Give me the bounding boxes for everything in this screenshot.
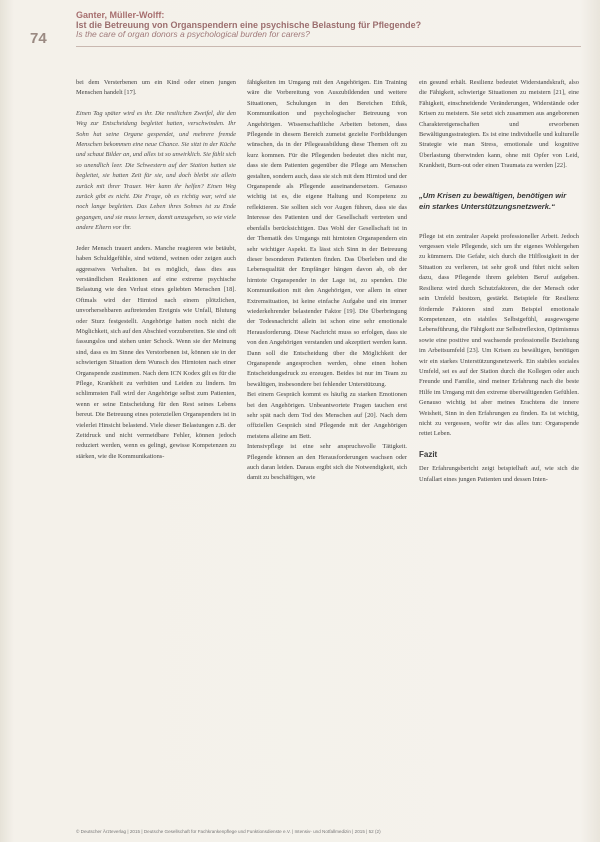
pull-quote: „Um Krisen zu bewältigen, benötigen wir ein starkes Unterstützungsnetzwerk.“	[419, 190, 567, 211]
header-title-english: Is the care of organ donors a psychological burden for carers?	[76, 29, 310, 40]
body-paragraph: ein gesund erhält. Resilienz bedeutet Widerstandskraft, also die Fähigkeit, schwierige Situationen zu meistern [21], eine Fähigkeit, einschneidende Veränderungen, Widerstände oder Krisen zu meistern. Sie setzt sich zusammen aus angeborenen Charaktereigenschaften und erworbenen Bewältigungsstrategien. Es ist eine individuelle und kulturelle Strategie wie man Stress, emotionale und kognitive Überlastung überwinden kann, ohne mit Opfer von Leid, Krankheit, Burn-out oder einen Traumata zu werden [22].	[419, 79, 579, 170]
header-authors: Ganter, Müller-Wolff:	[76, 10, 165, 20]
case-narrative-quote: Einen Tag später wird es ihr. Die restlichen Zweifel, die den Weg zur Entscheidung begleitet hatten, verschwinden. Ihr Sohn hat seine Organe gespendet, und mehrere fremde Menschen bekommen eine neue Chance. Sie sitzt in der Küche und schaut Bilder an, und alles ist so unwirklich. Sie fühlt sich so unendlich leer. Die Schwestern auf der Station hatten sie begleitet, sie hatten Zeit für sie, und doch bleibt sie allein zurück mit ihrer Trauer. Wer kann ihr helfen? Einen Weg zurück gibt es nicht. Die Frage, ob es richtig war, wird sie noch lange begleiten. Das Leben ihres Sohnes ist zu Ende gegangen, und sie muss lernen, damit umzugehen, so wie viele andere Eltern vor ihr.	[76, 109, 236, 232]
body-paragraph: fähigkeiten im Umgang mit den Angehörigen. Ein Training wäre die Vorbereitung von Auszubildenden und weitere Situationen, Schulungen in den Bereichen Ethik, Kommunikation und psychologischer Betreuung von Angehörigen. Wissenschaftliche Arbeiten betonen, dass Pflegende in diesem Bereich zumeist gezielte Fortbildungen wünschen, da in der Pflegeausbildung diese Themen oft zu kurz kommen. Für die Pflegenden bedeutet dies nicht nur, dass sie dem Patienten gegenüber die Pflege am Menschen gestalten, sondern auch, dass sie sich mit dem Hirntod und der Organspende als Pflegende auseinandersetzen. Genauso wichtig ist es, die eigene Haltung und Kompetenz zu reflektieren. Sie sollten sich vor Augen führen, dass sie das Interesse des Patienten und der Gesellschaft vertreten und ebenfalls berücksichtigen. Das Wohl der Gesellschaft ist in der Thematik des Umgangs mit hirntoten Organspendern ein sehr wichtiger Aspekt. Es lässt sich Sinn in der Betreuung dieser besonderen Patienten finden. Das Überleben und die Lebensqualität der Empfänger hängen davon ab, ob der hirntote Organspender in der Lage ist, zu spenden. Die Kommunikation mit den Angehörigen, vor allem in einer Extremsituation, ist keine einfache Aufgabe und ein immer wiederkehrender belastender Faktor [19]. Die Überbringung der Todesnachricht allein ist schon eine sehr emotionale Herausforderung. Diese Nachricht muss so erfolgen, dass sie von den Angehörigen verstanden und akzeptiert werden kann. Dann soll die Entscheidung über die Möglichkeit der Organspende angesprochen werden, ohne einen hohen Entscheidungsdruck zu erzeugen. Beides ist nur im Team zu bewältigen, insbesondere bei fehlender Unterstützung.	[247, 79, 407, 388]
text-column-1	[76, 78, 236, 462]
page-footer: © Deutscher Ärzteverlag | 2015 | Deutsche Gesellschaft für Fachkrankenpflege und Funktionsdienste e.V. | Intensiv- und Notfallmedizin | 2015 | 52 (2)	[76, 829, 381, 834]
running-header	[76, 10, 586, 40]
header-divider	[76, 46, 581, 47]
body-paragraph: Der Erfahrungsbericht zeigt beispielhaft auf, wie sich die Unfallart eines jungen Patienten und dessen Inten-	[419, 465, 579, 483]
text-column-2	[247, 78, 407, 484]
text-column-3	[419, 78, 579, 485]
body-paragraph: bei dem Versterbenen um ein Kind oder einen jungen Menschen handelt [17].	[76, 79, 236, 97]
header-title-german: Ist die Betreuung von Organspendern eine psychische Belastung für Pflegende?	[76, 20, 422, 31]
body-paragraph: Bei einem Gespräch kommt es häufig zu starken Emotionen bei den Angehörigen. Unbeantwortete Fragen tauchen erst sehr spät nach dem Tod des Menschen auf [20]. Nach dem offiziellen Gespräch sind Pflegende mit der Angehörigen meistens alleine am Bett.	[247, 391, 407, 440]
body-paragraph: Intensivpflege ist eine sehr anspruchsvolle Tätigkeit. Pflegende können an den Herausforderungen wachsen oder auch daran leiden. Daraus ergibt sich die Notwendigkeit, sich damit zu beschäftigen, wie	[247, 443, 407, 482]
body-paragraph: Pflege ist ein zentraler Aspekt professioneller Arbeit. Jedoch vergessen viele Pflegende, sich um ihr eigenes Wohlergehen zu kümmern. Die Gefahr, sich durch die Hilflosigkeit in der Situation zu verlieren, ist sehr groß und führt nicht selten dazu, dass Pflegende ihrem gelebten Beruf aufgeben. Resilienz wird durch Schutzfaktoren, die der Mensch oder sein Umfeld besitzen, gestärkt. Beispiele für Resilienz fördernde Faktoren sind zum Beispiel emotionale Kompetenzen, ein stabiles Selbstgefühl, ausgewogene Lebensführung, die Fähigkeit zur Selbstreflexion, Optimismus sowie eine positive und wachsende professionelle Beziehung im Arbeitsumfeld [23]. Um Krisen zu bewältigen, benötigen wir ein starkes Unterstützungsnetzwerk. Ein stabiles soziales Umfeld, sei es auf der Station durch die Kollegen oder auch Freunde und Familie, sind meiner Erfahrung nach die beste Hilfe im Umgang mit den extreme überwältigenden Gefühlen. Genauso wichtig ist aber meines Erachtens die innere Weisheit, Sinn in den Erfahrungen zu finden. Es ist wichtig, nicht zu vergessen, wofür wir das alles tun: Organspende rettet Leben.	[419, 232, 579, 438]
section-heading-fazit: Fazit	[419, 449, 438, 459]
page-number: 74	[30, 30, 47, 47]
body-paragraph: Jeder Mensch trauert anders. Manche reagieren wie betäubt, haben Schuldgefühle, sind wütend, weinen oder zeigen auch aggressives Verhalten. Ist es möglich, dass dies aus verständlichen Reaktionen auf eine extreme psychische Belastung wie den Verlust eines geliebten Menschen [18]. Oftmals wird der Hirntod nach einem plötzlichen, unvorhersehbaren auftretenden Ereignis wie Unfall, Blutung oder Sturz festgestellt. Angehörige hatten noch nicht die Möglichkeit, sich auf den Abschied vorzubereiten. Sie sind oft fassungslos und stehen unter Schock. Wenn sie der Meinung sind, dass es im Sinne des Verstorbenen ist, können sie in der schwierigen Situation dem Wunsch des Hirntoten nach einer Organspende zustimmen. Nach dem ICN Kodex gilt es für die Pflege, Krankheit zu verhüten und Leiden zu lindern. Im schlimmsten Fall wird der Angehörige selbst zum Patienten, wenn er seine Entscheidung für den Rest seines Lebens bereut. Die Betreuung eines potenziellen Organspenders ist in vielerlei Hinsicht belastend. Viele dieser Belastungen z.B. der Zeitdruck und nicht vermeidbare Fehler, können jedoch reduziert werden, wenn es gelingt, gewisse Kompetenzen zu stärken, wie die Kommunikations-	[76, 244, 236, 460]
